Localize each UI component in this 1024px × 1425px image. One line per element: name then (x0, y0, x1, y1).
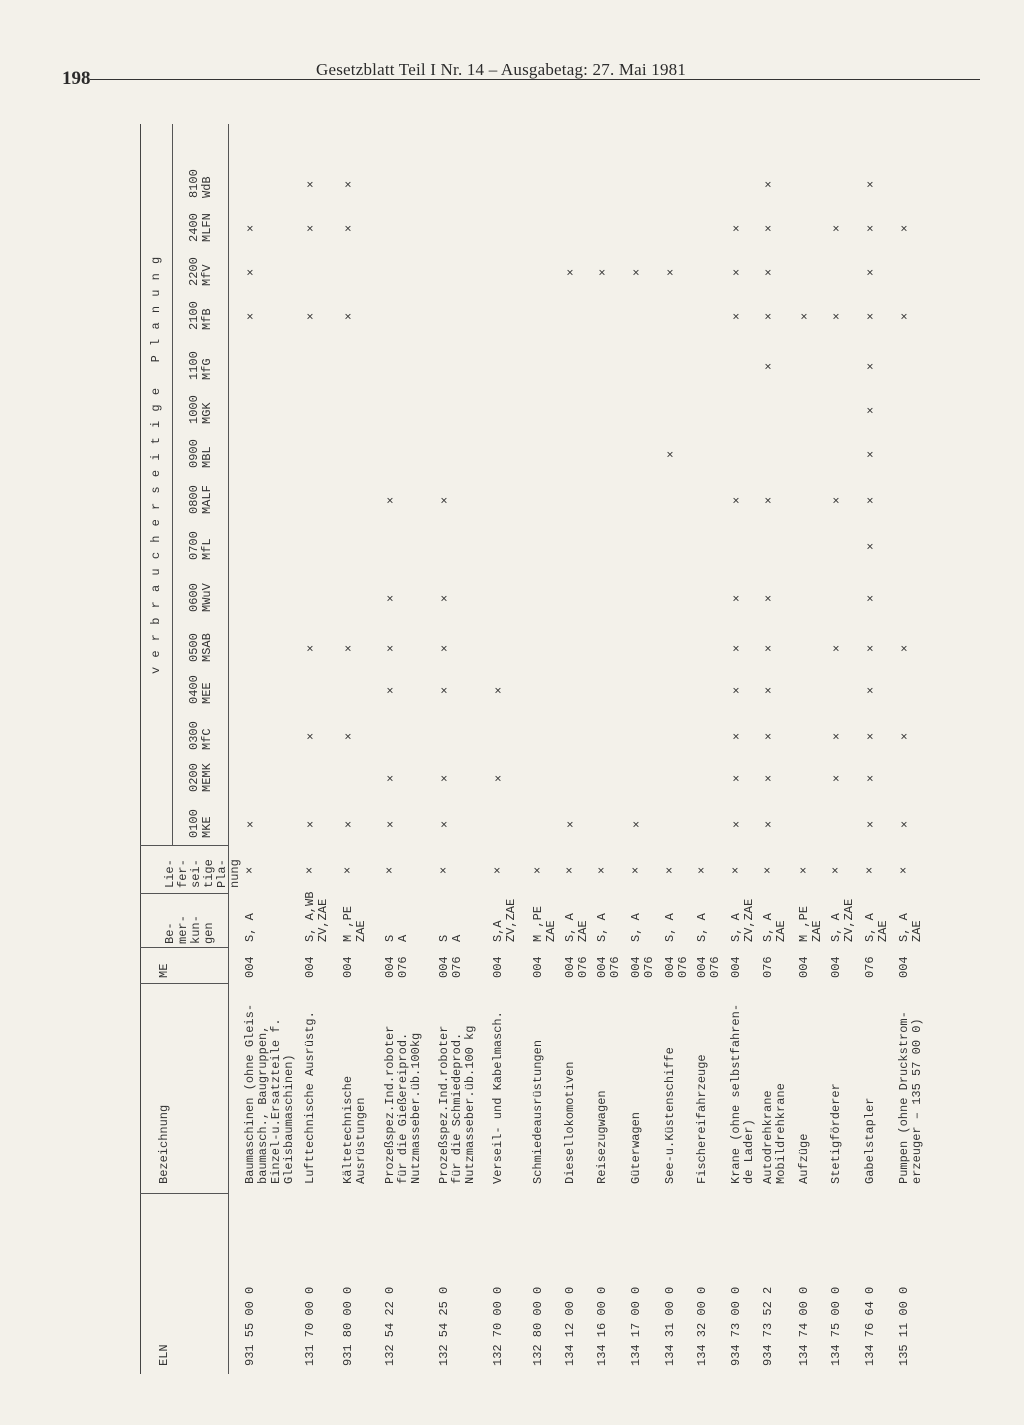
row-bezeichnung: Güterwagen (629, 1111, 643, 1184)
row-bezeichnung: Gabelstapler (863, 1097, 877, 1184)
planning-mark-0100: × (762, 820, 776, 828)
row-lieferseitige-mark: × (897, 866, 911, 874)
planning-mark-0200: × (438, 774, 452, 782)
row-me: 004 076 (663, 956, 690, 978)
planning-mark-2100: × (898, 312, 912, 320)
row-lieferseitige-mark: × (629, 866, 643, 874)
planning-mark-2200: × (596, 268, 610, 276)
row-bezeichnung: Stetigförderer (829, 1083, 843, 1184)
row-bemerkungen: S, A ZV,ZAE (829, 898, 856, 942)
row-bezeichnung: Kältetechnische Ausrüstungen (341, 1075, 368, 1184)
planning-mark-0600: × (730, 594, 744, 602)
planning-mark-0300: × (830, 732, 844, 740)
planning-mark-0500: × (342, 644, 356, 652)
planning-mark-2400: × (730, 224, 744, 232)
row-eln: 134 32 00 0 (695, 1286, 709, 1366)
row-eln: 132 54 25 0 (437, 1286, 451, 1366)
column-divider (140, 893, 228, 894)
row-bezeichnung: Baumaschinen (ohne Gleis- baumasch., Baugruppen, Einzel-u.Ersatzteile f. Gleisbaumaschinen) (243, 1003, 296, 1184)
planning-mark-0500: × (438, 644, 452, 652)
planning-mark-0600: × (762, 594, 776, 602)
planning-mark-0800: × (864, 496, 878, 504)
planning-mark-2400: × (244, 224, 258, 232)
planning-mark-0100: × (438, 820, 452, 828)
planning-mark-2100: × (304, 312, 318, 320)
row-me: 076 (863, 956, 877, 978)
planning-mark-0900: × (864, 450, 878, 458)
planning-mark-0300: × (342, 732, 356, 740)
planning-mark-2100: × (798, 312, 812, 320)
planning-mark-0100: × (898, 820, 912, 828)
col-header-bezeichnung: Bezeichnung (157, 1104, 171, 1184)
planner-header-1100: 1100 MfG (187, 351, 214, 380)
group-header-rule (172, 124, 173, 846)
row-bezeichnung: Diesellokomotiven (563, 1061, 577, 1184)
planner-header-2200: 2200 MfV (187, 257, 214, 286)
table-header-rule (228, 124, 229, 1374)
planning-mark-0200: × (830, 774, 844, 782)
col-header-eln: ELN (157, 1344, 171, 1366)
planner-header-0400: 0400 MEE (187, 675, 214, 704)
row-bezeichnung: Lufttechnische Ausrüstg. (303, 1011, 317, 1184)
planning-mark-0200: × (730, 774, 744, 782)
row-me: 004 076 (629, 956, 656, 978)
row-bemerkungen: S, A ZAE (897, 913, 924, 942)
row-bezeichnung: Krane (ohne selbstfahren- de Lader) (729, 1003, 756, 1184)
row-eln: 135 11 00 0 (897, 1286, 911, 1366)
rotated-table (140, 84, 924, 1374)
planning-mark-0500: × (730, 644, 744, 652)
planning-mark-2200: × (762, 268, 776, 276)
col-header-verbraucherseitige: v e r b r a u c h e r s e i t i g e P l a n u n g (149, 255, 163, 674)
row-lieferseitige-mark: × (491, 866, 505, 874)
row-eln: 132 54 22 0 (383, 1286, 397, 1366)
planning-mark-2100: × (762, 312, 776, 320)
planner-header-0800: 0800 MALF (187, 485, 214, 514)
planning-mark-0800: × (438, 496, 452, 504)
row-me: 004 (491, 956, 505, 978)
planning-mark-0400: × (492, 686, 506, 694)
row-bezeichnung: Schmiedeausrüstungen (531, 1039, 545, 1184)
row-eln: 134 74 00 0 (797, 1286, 811, 1366)
planning-mark-2200: × (564, 268, 578, 276)
row-bemerkungen: M ,PE ZAE (341, 905, 368, 942)
planning-mark-1000: × (864, 406, 878, 414)
row-bezeichnung: Fischereifahrzeuge (695, 1054, 709, 1184)
header-rule (90, 79, 980, 80)
row-bemerkungen: S A (383, 934, 410, 942)
planning-mark-0500: × (898, 644, 912, 652)
row-lieferseitige-mark: × (863, 866, 877, 874)
row-eln: 134 76 64 0 (863, 1286, 877, 1366)
planner-header-2100: 2100 MfB (187, 301, 214, 330)
planning-mark-2200: × (664, 268, 678, 276)
planning-mark-0400: × (438, 686, 452, 694)
planning-mark-0100: × (244, 820, 258, 828)
row-eln: 934 73 52 2 (761, 1286, 775, 1366)
planning-mark-0800: × (384, 496, 398, 504)
row-bemerkungen: S,A ZV,ZAE (491, 898, 518, 942)
row-eln: 134 31 00 0 (663, 1286, 677, 1366)
planning-mark-0100: × (730, 820, 744, 828)
planning-mark-2200: × (244, 268, 258, 276)
planning-mark-2400: × (830, 224, 844, 232)
planning-mark-0500: × (830, 644, 844, 652)
planner-header-0700: 0700 MfL (187, 531, 214, 560)
row-bemerkungen: M ,PE ZAE (797, 905, 824, 942)
row-bemerkungen: S, A (663, 913, 677, 942)
planning-mark-0400: × (730, 686, 744, 694)
row-eln: 931 55 00 0 (243, 1286, 257, 1366)
planning-mark-0900: × (664, 450, 678, 458)
planning-mark-8100: × (304, 180, 318, 188)
row-lieferseitige-mark: × (729, 866, 743, 874)
row-bezeichnung: See-u.Küstenschiffe (663, 1047, 677, 1184)
planning-mark-2200: × (730, 268, 744, 276)
running-title: Gesetzblatt Teil I Nr. 14 – Ausgabetag: 27. Mai 1981 (316, 60, 687, 79)
row-bezeichnung: Prozeßspez.Ind.roboter für die Gießereiprod. Nutzmasseber.üb.100kg (383, 1025, 423, 1184)
planning-mark-0800: × (762, 496, 776, 504)
row-bemerkungen: S, A (595, 913, 609, 942)
planning-mark-0500: × (304, 644, 318, 652)
row-me: 004 (303, 956, 317, 978)
planning-mark-0600: × (384, 594, 398, 602)
col-header-me: ME (157, 963, 171, 978)
row-lieferseitige-mark: × (341, 866, 355, 874)
planning-mark-2100: × (342, 312, 356, 320)
row-me: 004 (897, 956, 911, 978)
planning-mark-0600: × (864, 594, 878, 602)
row-bemerkungen: S, A,WB ZV,ZAE (303, 891, 330, 942)
row-lieferseitige-mark: × (383, 866, 397, 874)
row-bemerkungen: S, A ZV,ZAE (729, 898, 756, 942)
row-me: 004 (829, 956, 843, 978)
row-bezeichnung: Prozeßspez.Ind.roboter für die Schmiedeprod. Nutzmasseber.üb.100 kg (437, 1025, 477, 1184)
row-bemerkungen: S, A ZAE (761, 913, 788, 942)
planning-mark-0500: × (864, 644, 878, 652)
planning-mark-0300: × (304, 732, 318, 740)
planning-mark-0300: × (898, 732, 912, 740)
planner-header-2400: 2400 MLFN (187, 213, 214, 242)
row-eln: 134 16 00 0 (595, 1286, 609, 1366)
planning-mark-0400: × (864, 686, 878, 694)
planning-mark-2400: × (864, 224, 878, 232)
row-bemerkungen: S, A (243, 913, 257, 942)
table-top-rule (140, 124, 141, 1374)
planning-mark-0300: × (864, 732, 878, 740)
planning-mark-2400: × (342, 224, 356, 232)
planning-mark-0100: × (384, 820, 398, 828)
row-bezeichnung: Aufzüge (797, 1133, 811, 1184)
planning-mark-2200: × (630, 268, 644, 276)
row-eln: 134 75 00 0 (829, 1286, 843, 1366)
planning-mark-1100: × (762, 362, 776, 370)
planner-header-0900: 0900 MBL (187, 439, 214, 468)
planning-mark-2100: × (830, 312, 844, 320)
row-eln: 134 17 00 0 (629, 1286, 643, 1366)
row-eln: 132 70 00 0 (491, 1286, 505, 1366)
row-bemerkungen: S A (437, 934, 464, 942)
column-divider (140, 983, 228, 984)
row-eln: 131 70 00 0 (303, 1286, 317, 1366)
row-lieferseitige-mark: × (595, 866, 609, 874)
row-bezeichnung: Verseil- und Kabelmasch. (491, 1011, 505, 1184)
planning-mark-0800: × (730, 496, 744, 504)
column-divider (140, 1193, 228, 1194)
planning-mark-0800: × (830, 496, 844, 504)
planning-mark-2200: × (864, 268, 878, 276)
row-lieferseitige-mark: × (695, 866, 709, 874)
planning-mark-0400: × (384, 686, 398, 694)
planning-mark-8100: × (864, 180, 878, 188)
planning-mark-2400: × (304, 224, 318, 232)
row-bemerkungen: S, A (695, 913, 709, 942)
row-lieferseitige-mark: × (761, 866, 775, 874)
planning-mark-2100: × (864, 312, 878, 320)
row-me: 004 (531, 956, 545, 978)
row-bezeichnung: Autodrehkrane Mobildrehkrane (761, 1083, 788, 1184)
planning-mark-2400: × (898, 224, 912, 232)
row-me: 004 (797, 956, 811, 978)
row-lieferseitige-mark: × (531, 866, 545, 874)
row-me: 004 076 (595, 956, 622, 978)
row-lieferseitige-mark: × (303, 866, 317, 874)
row-me: 004 (341, 956, 355, 978)
row-me: 004 (243, 956, 257, 978)
planner-header-8100: 8100 WdB (187, 169, 214, 198)
row-lieferseitige-mark: × (563, 866, 577, 874)
planner-header-0300: 0300 MfC (187, 721, 214, 750)
row-eln: 934 73 00 0 (729, 1286, 743, 1366)
planning-mark-0100: × (864, 820, 878, 828)
row-bemerkungen: S, A ZAE (563, 913, 590, 942)
row-bemerkungen: S, A (629, 913, 643, 942)
planning-mark-0400: × (762, 686, 776, 694)
planning-mark-8100: × (342, 180, 356, 188)
planning-mark-0200: × (384, 774, 398, 782)
planning-mark-2100: × (244, 312, 258, 320)
row-me: 076 (761, 956, 775, 978)
column-divider (140, 947, 228, 948)
column-divider (140, 845, 228, 846)
row-me: 004 076 (563, 956, 590, 978)
row-eln: 931 80 00 0 (341, 1286, 355, 1366)
row-lieferseitige-mark: × (797, 866, 811, 874)
row-eln: 132 80 00 0 (531, 1286, 545, 1366)
page-number: 198 (62, 68, 91, 89)
planning-mark-1100: × (864, 362, 878, 370)
planning-mark-0500: × (384, 644, 398, 652)
planning-mark-0200: × (492, 774, 506, 782)
planner-header-0500: 0500 MSAB (187, 633, 214, 662)
row-bemerkungen: S, A ZAE (863, 913, 890, 942)
col-header-bemerkungen: Be- mer- kun- gen (163, 915, 216, 944)
planning-mark-0300: × (730, 732, 744, 740)
planner-header-0200: 0200 MEMK (187, 763, 214, 792)
row-lieferseitige-mark: × (829, 866, 843, 874)
planner-header-0600: 0600 MWuV (187, 583, 214, 612)
row-me: 004 (729, 956, 743, 978)
planning-mark-0300: × (762, 732, 776, 740)
planning-mark-0500: × (762, 644, 776, 652)
row-me: 004 076 (695, 956, 722, 978)
planning-mark-0200: × (864, 774, 878, 782)
row-bemerkungen: M ,PE ZAE (531, 905, 558, 942)
row-me: 004 076 (383, 956, 410, 978)
row-lieferseitige-mark: × (437, 866, 451, 874)
row-eln: 134 12 00 0 (563, 1286, 577, 1366)
planning-mark-8100: × (762, 180, 776, 188)
planning-mark-0700: × (864, 542, 878, 550)
planning-mark-0100: × (304, 820, 318, 828)
row-lieferseitige-mark: × (243, 866, 257, 874)
planner-header-0100: 0100 MKE (187, 809, 214, 838)
planning-mark-2100: × (730, 312, 744, 320)
planning-mark-0100: × (564, 820, 578, 828)
planning-mark-0600: × (438, 594, 452, 602)
planning-mark-0100: × (630, 820, 644, 828)
row-bezeichnung: Pumpen (ohne Druckstrom- erzeuger – 135 57 00 0) (897, 1011, 924, 1184)
planner-header-1000: 1000 MGK (187, 395, 214, 424)
planning-mark-0100: × (342, 820, 356, 828)
row-lieferseitige-mark: × (663, 866, 677, 874)
row-me: 004 076 (437, 956, 464, 978)
row-bezeichnung: Reisezugwagen (595, 1090, 609, 1184)
planning-mark-2400: × (762, 224, 776, 232)
col-header-lieferseitige: Lie- fer- sei- tige Pla- nung (163, 859, 242, 888)
planning-mark-0200: × (762, 774, 776, 782)
